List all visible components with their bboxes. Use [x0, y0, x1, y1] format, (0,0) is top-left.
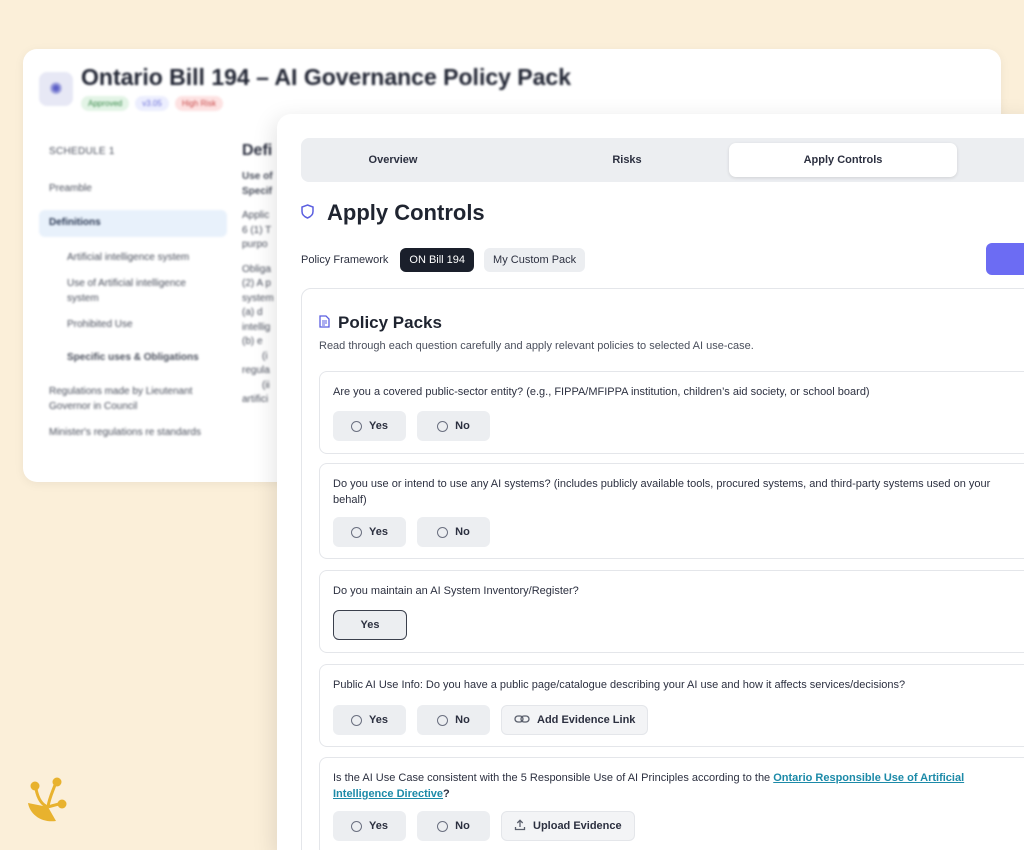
button-label: Upload Evidence — [533, 820, 622, 832]
content-line: (a) d — [242, 307, 263, 319]
content-line: purpo — [242, 239, 268, 251]
option-label: Yes — [369, 420, 388, 432]
status-badges — [81, 96, 223, 111]
radio-icon — [351, 821, 362, 832]
policy-packs-description: Read through each question carefully and apply relevant policies to selected AI use-case. — [319, 340, 754, 352]
nav-item-regulations-lg[interactable]: Regulations made by Lieutenant Governor in Council — [49, 386, 193, 412]
yes-selected-option[interactable] — [333, 610, 407, 640]
question-text: Are you a covered public-sector entity? (e.g., FIPPA/MFIPPA institution, children’s aid society, or school board) — [333, 386, 870, 398]
framework-option-on-bill-194[interactable]: ON Bill 194 — [400, 248, 474, 272]
risk-badge: High Risk — [175, 96, 223, 111]
option-label: Yes — [369, 820, 388, 832]
question-text — [333, 771, 1013, 803]
content-line: (ii — [262, 379, 270, 391]
content-line: (2) A p — [242, 278, 271, 290]
policy-pack-logo-icon: ✺ — [39, 72, 73, 106]
primary-action-button[interactable] — [986, 243, 1024, 275]
question-text: Do you use or intend to use any AI systems? (includes publicly available tools, procured systems, and third-party systems used on your behalf) — [333, 478, 991, 506]
option-label: No — [455, 714, 470, 726]
upload-evidence-button[interactable] — [501, 811, 635, 841]
content-line: intellig — [242, 321, 271, 333]
no-radio-option[interactable] — [417, 517, 490, 547]
nav-subitem-specific-uses[interactable]: Specific uses & Obligations — [67, 351, 199, 363]
upload-icon — [514, 819, 526, 834]
definitions-content — [242, 139, 282, 408]
content-line: regula — [242, 365, 270, 377]
yes-radio-option[interactable] — [333, 705, 406, 735]
directive-link[interactable]: Ontario Responsible Use of Artificial Intelligence Directive — [333, 772, 965, 800]
content-line: (i — [262, 350, 268, 362]
option-label: Yes — [369, 526, 388, 538]
no-radio-option[interactable] — [417, 705, 490, 735]
no-radio-option[interactable] — [417, 411, 490, 441]
link-icon — [514, 713, 530, 727]
shield-icon — [301, 204, 317, 222]
question-card — [319, 371, 1024, 454]
yes-radio-option[interactable] — [333, 517, 406, 547]
tab-bar — [301, 138, 1024, 182]
tab-risks[interactable]: Risks — [612, 154, 642, 166]
tab-overview[interactable]: Overview — [368, 154, 418, 166]
nav-item-preamble[interactable]: Preamble — [49, 182, 92, 194]
yes-radio-option[interactable] — [333, 811, 406, 841]
brand-logo-icon — [22, 775, 72, 825]
option-label: Yes — [369, 714, 388, 726]
nav-subitem-ai-system[interactable]: Artificial intelligence system — [67, 251, 190, 263]
question-text-part: Is the AI Use Case consistent with the 5 Responsible Use of AI Principles according to the — [333, 772, 774, 784]
option-label: No — [455, 820, 470, 832]
schedule-heading: SCHEDULE 1 — [49, 146, 115, 157]
option-label: Yes — [360, 619, 380, 631]
framework-label: Policy Framework — [301, 254, 389, 266]
content-line: Specif — [242, 185, 273, 197]
content-line: artifici — [242, 394, 269, 406]
tab-apply-controls[interactable]: Apply Controls — [729, 143, 957, 177]
radio-icon — [351, 715, 362, 726]
nav-subitem-use-of-ai[interactable]: Use of Artificial intelligence system — [67, 278, 186, 304]
document-icon — [319, 315, 330, 331]
framework-option-custom-pack[interactable]: My Custom Pack — [484, 248, 585, 272]
policy-pack-title: Ontario Bill 194 – AI Governance Policy Pack — [81, 64, 572, 90]
apply-controls-panel — [277, 114, 1024, 850]
yes-radio-option[interactable] — [333, 411, 406, 441]
radio-icon — [437, 527, 448, 538]
content-line: 6 (1) T — [242, 224, 272, 236]
schedule-nav — [39, 139, 227, 447]
policy-packs-heading — [319, 313, 442, 333]
add-evidence-link-button[interactable] — [501, 705, 648, 735]
policy-packs-title: Policy Packs — [338, 313, 442, 332]
content-line: Use of — [242, 171, 273, 183]
question-text: Do you maintain an AI System Inventory/Register? — [333, 585, 579, 597]
question-text: Public AI Use Info: Do you have a public page/catalogue describing your AI use and how it affects services/decisions? — [333, 679, 906, 691]
page-title — [301, 200, 485, 226]
page-title-text: Apply Controls — [327, 200, 485, 225]
radio-icon — [437, 421, 448, 432]
radio-icon — [351, 421, 362, 432]
version-badge: v3.05 — [135, 96, 169, 111]
option-label: No — [455, 420, 470, 432]
question-card — [319, 463, 1024, 559]
policy-packs-section — [301, 288, 1024, 850]
content-line: Obliga — [242, 263, 271, 275]
nav-item-definitions[interactable]: Definitions — [39, 210, 227, 237]
question-text-end: ? — [443, 787, 450, 800]
radio-icon — [437, 715, 448, 726]
definitions-heading: Defi — [242, 142, 273, 159]
content-line: system — [242, 292, 274, 304]
question-card — [319, 664, 1024, 747]
content-line: Applic — [242, 210, 270, 222]
radio-icon — [437, 821, 448, 832]
nav-subitem-prohibited-use[interactable]: Prohibited Use — [67, 319, 133, 330]
content-line: (b) e — [242, 336, 263, 348]
radio-icon — [351, 527, 362, 538]
nav-item-regulations-minister[interactable]: Minister's regulations re standards — [49, 427, 201, 438]
question-card — [319, 757, 1024, 850]
button-label: Add Evidence Link — [537, 714, 636, 726]
no-radio-option[interactable] — [417, 811, 490, 841]
policy-framework-selector — [301, 248, 585, 272]
question-card — [319, 570, 1024, 653]
approved-badge: Approved — [81, 96, 129, 111]
option-label: No — [455, 526, 470, 538]
